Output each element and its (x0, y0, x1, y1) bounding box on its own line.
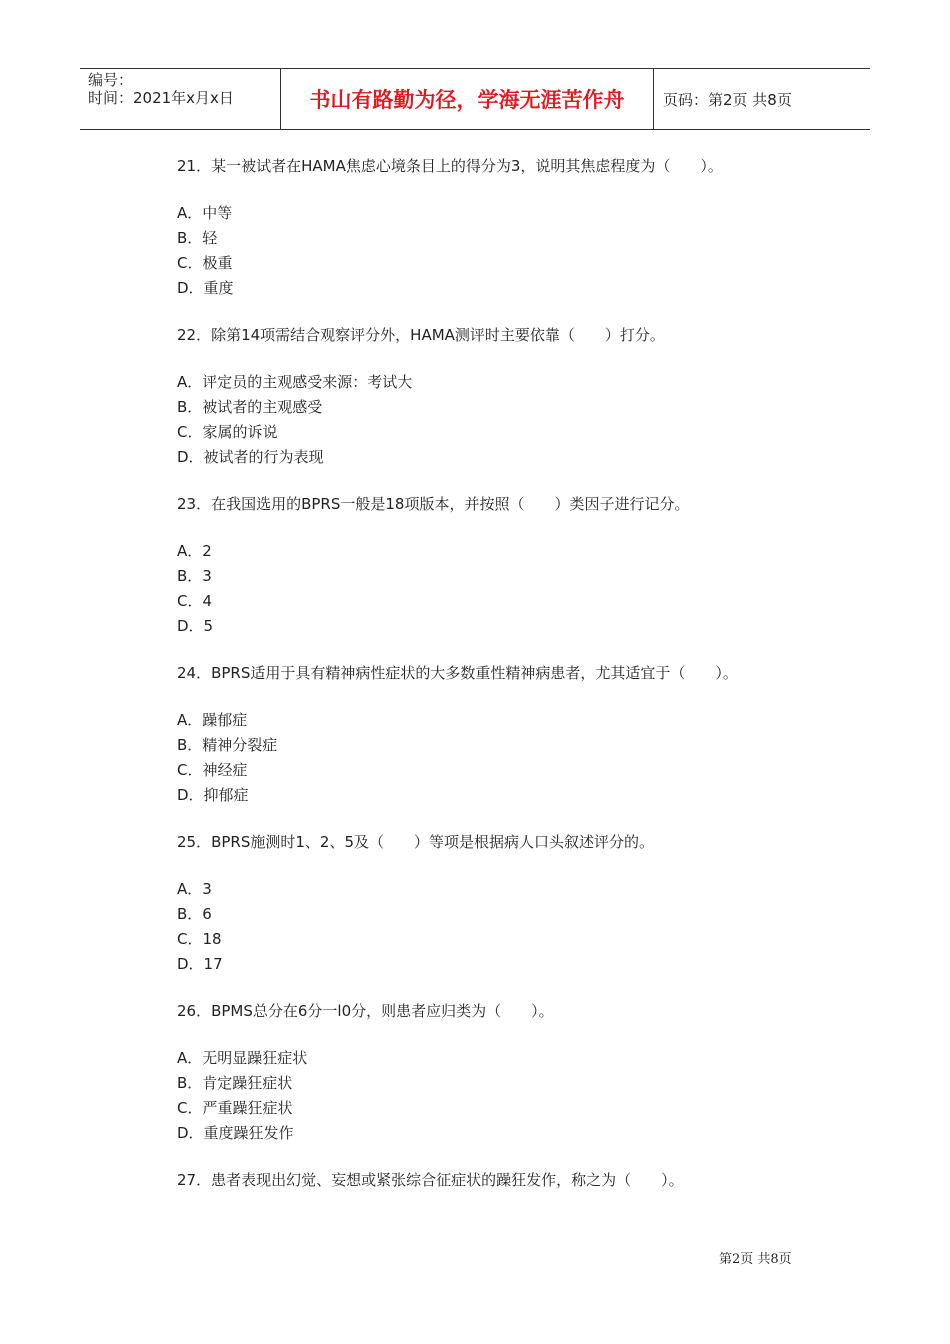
header-meta (80, 69, 281, 129)
document-time-label: 时间：2021年x月x日 (88, 89, 234, 107)
header-page-info: 页码：第2页 共8页 (663, 90, 792, 109)
option-a: A．2 (177, 542, 212, 560)
option-a: A．无明显躁狂症状 (177, 1049, 308, 1067)
question-text: 24．BPRS适用于具有精神病性症状的大多数重性精神病患者，尤其适宜于（ ）。 (177, 664, 738, 682)
header-motto: 书山有路勤为径，学海无涯苦作舟 (281, 69, 654, 129)
option-a: A．躁郁症 (177, 711, 248, 729)
option-a: A．3 (177, 880, 212, 898)
option-d: D．被试者的行为表现 (177, 448, 324, 466)
option-c: C．严重躁狂症状 (177, 1099, 293, 1117)
document-number-label: 编号： (88, 71, 134, 89)
question-text: 27．患者表现出幻觉、妄想或紧张综合征症状的躁狂发作，称之为（ ）。 (177, 1171, 684, 1189)
option-c: C．神经症 (177, 761, 248, 779)
option-b: B．精神分裂症 (177, 736, 278, 754)
option-d: D．重度躁狂发作 (177, 1124, 294, 1142)
option-b: B．肯定躁狂症状 (177, 1074, 293, 1092)
question-text: 21．某一被试者在HAMA焦虑心境条目上的得分为3，说明其焦虑程度为（ ）。 (177, 157, 723, 175)
option-c: C．18 (177, 930, 222, 948)
page-header (80, 68, 870, 130)
option-d: D．重度 (177, 279, 234, 297)
question-text: 23．在我国选用的BPRS一般是18项版本，并按照（ ）类因子进行记分。 (177, 495, 690, 513)
question-text: 26．BPMS总分在6分一l0分，则患者应归类为（ ）。 (177, 1002, 554, 1020)
option-d: D．5 (177, 617, 214, 635)
option-b: B．3 (177, 567, 212, 585)
option-c: C．家属的诉说 (177, 423, 278, 441)
option-b: B．轻 (177, 229, 218, 247)
option-d: D．17 (177, 955, 223, 973)
option-c: C．极重 (177, 254, 233, 272)
page-footer: 第2页 共8页 (719, 1252, 792, 1267)
option-b: B．6 (177, 905, 212, 923)
question-text: 22．除第14项需结合观察评分外，HAMA测评时主要依靠（ ）打分。 (177, 326, 665, 344)
option-b: B．被试者的主观感受 (177, 398, 323, 416)
option-a: A．中等 (177, 204, 233, 222)
option-a: A．评定员的主观感受来源：考试大 (177, 373, 413, 391)
question-text: 25．BPRS施测时1、2、5及（ ）等项是根据病人口头叙述评分的。 (177, 833, 654, 851)
option-d: D．抑郁症 (177, 786, 249, 804)
option-c: C．4 (177, 592, 213, 610)
question-list (177, 154, 817, 1193)
